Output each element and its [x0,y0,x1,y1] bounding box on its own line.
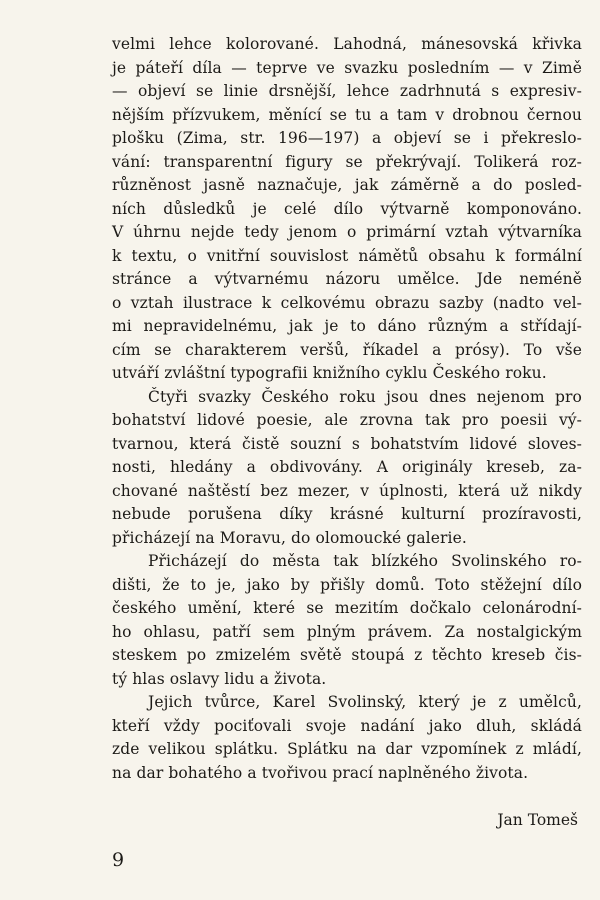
text-line: tý hlas oslavy lidu a života. [112,669,327,688]
text-line: o vztah ilustrace k celkovému obrazu sazby (nadto vel- [112,293,582,312]
author-signature: Jan Tomeš [497,811,578,829]
text-line: dišti, že to je, jako by přišly domů. Toto stěžejní dílo [112,575,582,594]
page-number: 9 [112,849,125,871]
text-line: — objeví se linie drsnější, lehce zadrhnutá s expresiv- [112,82,582,100]
text-line: českého umění, které se mezitím dočkalo celonárodní- [112,599,582,617]
text-line: Jejich tvůrce, Karel Svolinský, který je z umělců, [148,693,582,711]
text-line: stránce a výtvarnému názoru umělce. Jde neméně [112,270,582,288]
body-text [112,33,582,785]
text-line: k textu, o vnitřní souvislost námětů obsahu k formální [112,246,582,265]
text-line: chované naštěstí bez mezer, v úplnosti, která už nikdy [112,481,582,500]
text-line: velmi lehce kolorované. Lahodná, mánesovská křivka [112,35,582,53]
text-line: V úhrnu nejde tedy jenom o primární vztah výtvarníka [112,223,582,241]
text-line: zde velikou splátku. Splátku na dar vzpomínek z mládí, [112,740,582,758]
text-line: ho ohlasu, patří sem plným právem. Za nostalgickým [112,622,582,641]
text-line: vání: transparentní figury se překrývají. Tolikerá roz- [112,152,582,171]
text-line: nebude porušena díky krásné kulturní prozíravosti, [112,505,582,523]
text-line: nějším přízvukem, měnící se tu a tam v drobnou černou [112,105,582,124]
text-line: Přicházejí do města tak blízkého Svolinského ro- [148,552,582,570]
text-line: nosti, hledány a obdivovány. A originály kreseb, za- [112,458,582,476]
text-line: utváří zvláštní typografii knižního cyklu Českého roku. [112,364,547,382]
text-line: steskem po zmizelém světě stoupá z těchto kreseb čis- [112,646,582,664]
text-line: Čtyři svazky Českého roku jsou dnes nejenom pro [148,387,582,406]
text-line: tvarnou, která čistě souzní s bohatstvím lidové sloves- [112,434,582,453]
text-line: přicházejí na Moravu, do olomoucké galerie. [112,528,467,547]
text-line: cím se charakterem veršů, říkadel a prósy). To vše [112,340,582,359]
text-line: mi nepravidelnému, jak je to dáno různým a střídají- [112,317,582,335]
text-line: je páteří díla — teprve ve svazku posledním — v Zimě [112,58,582,77]
text-line: ních důsledků je celé dílo výtvarně komponováno. [112,199,582,218]
text-line: různěnost jasně naznačuje, jak záměrně a do posled- [112,176,582,194]
text-line: kteří vždy pociťovali svoje nadání jako dluh, skládá [112,716,582,735]
text-line: na dar bohatého a tvořivou prací naplněného života. [112,763,529,782]
text-line: plošku (Zima, str. 196—197) a objeví se i překreslo- [112,129,582,147]
text-line: bohatství lidové poesie, ale zrovna tak pro poesii vý- [112,411,582,429]
